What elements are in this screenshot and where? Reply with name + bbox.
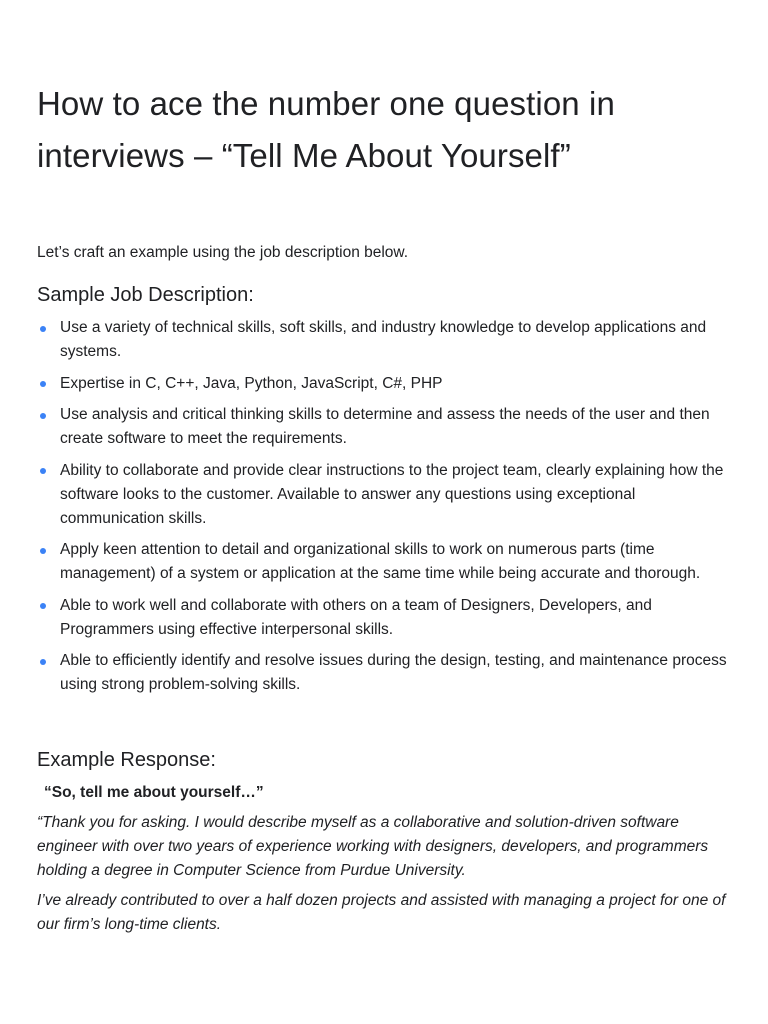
article-title-line-2: interviews – “Tell Me About Yourself” [37,137,571,174]
list-item [37,649,732,697]
list-item-text: Able to work well and collaborate with others on a team of Designers, Developers, and Programmers using effective interpersonal skills. [60,596,652,638]
bullet-dot-icon [40,659,46,665]
list-item [37,538,732,586]
job-description-heading: Sample Job Description: [37,284,254,306]
bullet-dot-icon [40,381,46,387]
list-item [37,459,732,531]
intro-paragraph: Let’s craft an example using the job description below. [37,244,409,261]
list-item [37,316,732,364]
article-title-line-1: How to ace the number one question in [37,85,615,122]
list-item [37,403,732,451]
example-response-heading: Example Response: [37,749,216,771]
list-item [37,594,732,642]
list-item-text: Expertise in C, C++, Java, Python, JavaScript, C#, PHP [60,374,443,392]
list-item-text: Able to efficiently identify and resolve issues during the design, testing, and maintenance process using strong problem-solving skills. [60,652,727,693]
bullet-dot-icon [40,548,46,554]
list-item-text: Use a variety of technical skills, soft skills, and industry knowledge to develop applications and systems. [60,319,707,360]
bullet-dot-icon [40,603,46,609]
bullet-dot-icon [40,413,46,419]
bullet-dot-icon [40,326,46,332]
list-item-text: Apply keen attention to detail and organizational skills to work on numerous parts (time management) of a system or application at the same time while being accurate and thorough. [60,541,701,582]
list-item [37,372,732,396]
response-paragraph-2: I’ve already contributed to over a half dozen projects and assisted with managing a project for one of our firm’s long-time clients. [37,892,726,933]
bullet-dot-icon [40,468,46,474]
list-item-text: Use analysis and critical thinking skills to determine and assess the needs of the user and then create software to meet the requirements. [60,406,710,447]
job-description-list [37,316,732,697]
list-item-text: Ability to collaborate and provide clear instructions to the project team, clearly explaining how the software looks to the customer. Available to answer any questions using exceptional communication skills. [60,461,724,527]
interview-question: “So, tell me about yourself…” [44,784,264,801]
article-title [37,78,732,182]
response-paragraph-1: “Thank you for asking. I would describe myself as a collaborative and solution-driven software engineer with over two years of experience working with designers, developers, and programmers holding a degree in Computer Science from Purdue University. [37,814,709,879]
